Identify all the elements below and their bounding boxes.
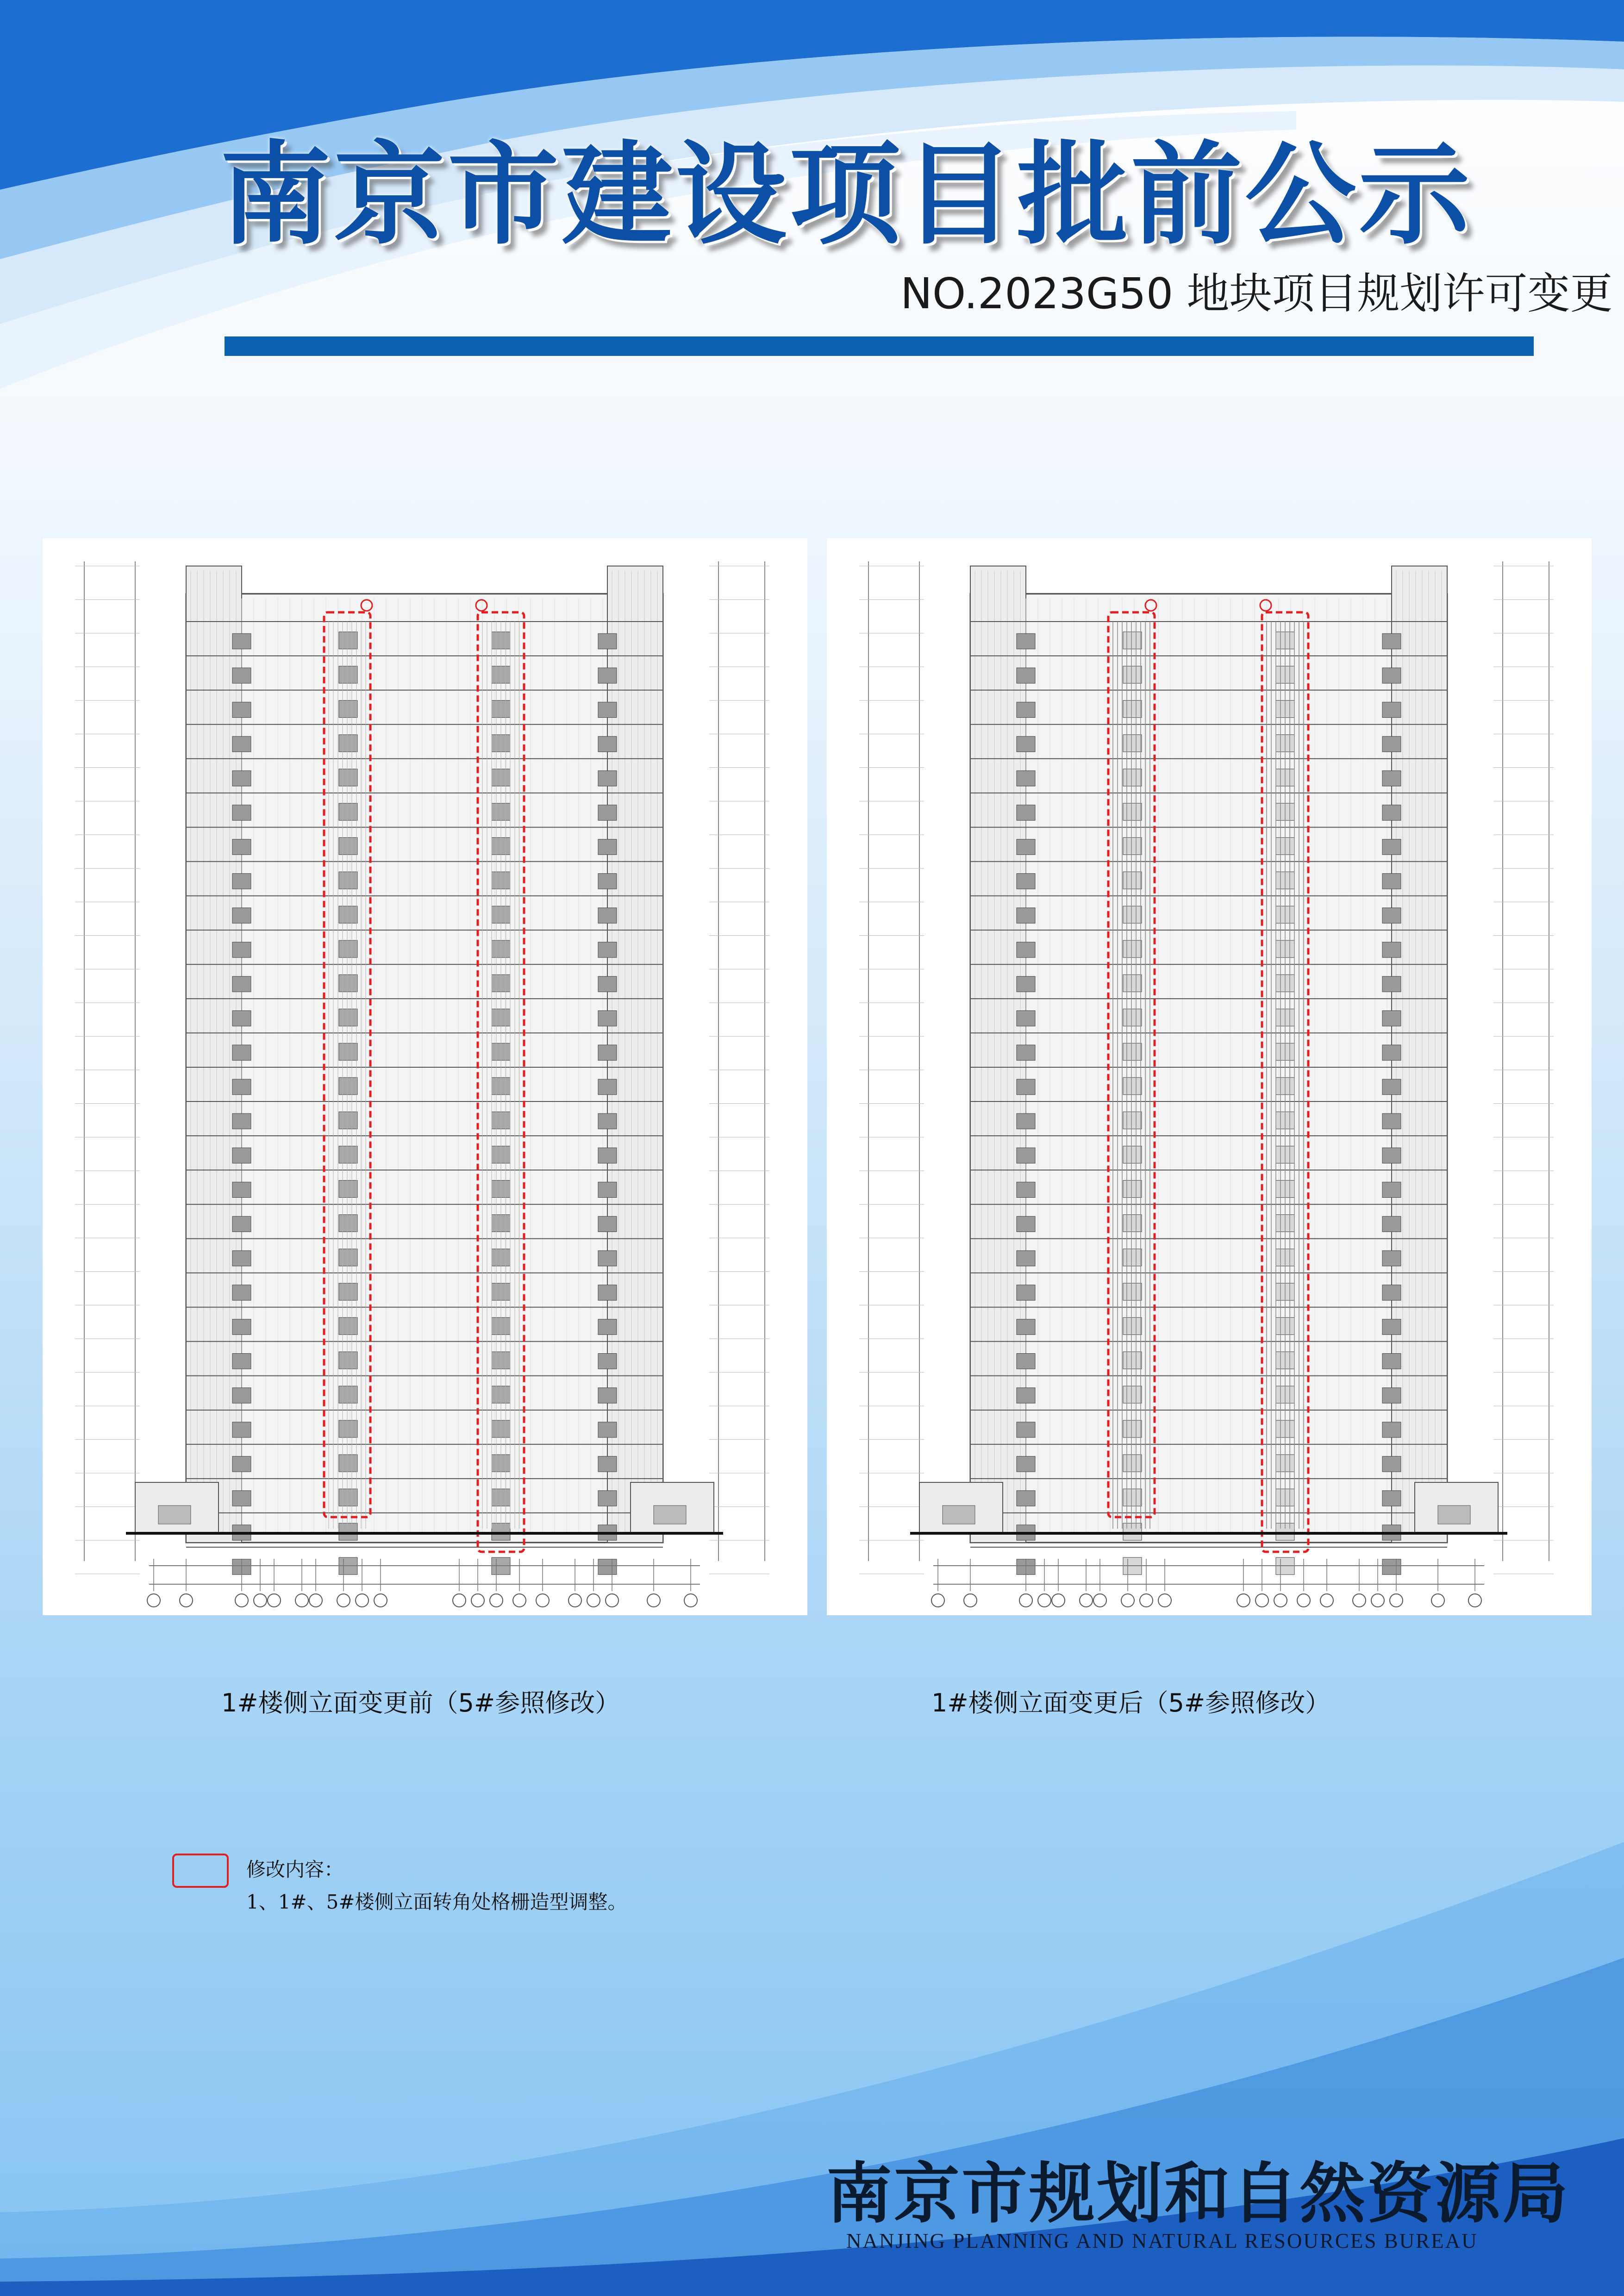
elevation-drawing-before <box>43 538 807 1615</box>
legend-heading: 修改内容： <box>246 1858 344 1881</box>
project-subtitle: NO.2023G50 地块项目规划许可变更 <box>900 269 1613 318</box>
bureau-name-en: NANJING PLANNING AND NATURAL RESOURCES BUREAU <box>846 2229 1478 2252</box>
caption-after: 1#楼侧立面变更后（5#参照修改） <box>931 1688 1330 1717</box>
legend-item: 1、1#、5#楼侧立面转角处格栅造型调整。 <box>246 1891 627 1913</box>
elevation-after-svg <box>827 538 1592 1615</box>
bureau-name-cn: 南京市规划和自然资源局 <box>826 2155 1570 2232</box>
title-divider <box>225 336 1534 356</box>
legend-highlight-box <box>172 1854 229 1888</box>
page-title: 南京市建设项目批前公示 <box>220 129 1473 260</box>
caption-before: 1#楼侧立面变更前（5#参照修改） <box>221 1688 620 1717</box>
elevation-drawing-after <box>827 538 1592 1615</box>
elevation-before-svg <box>43 538 807 1615</box>
